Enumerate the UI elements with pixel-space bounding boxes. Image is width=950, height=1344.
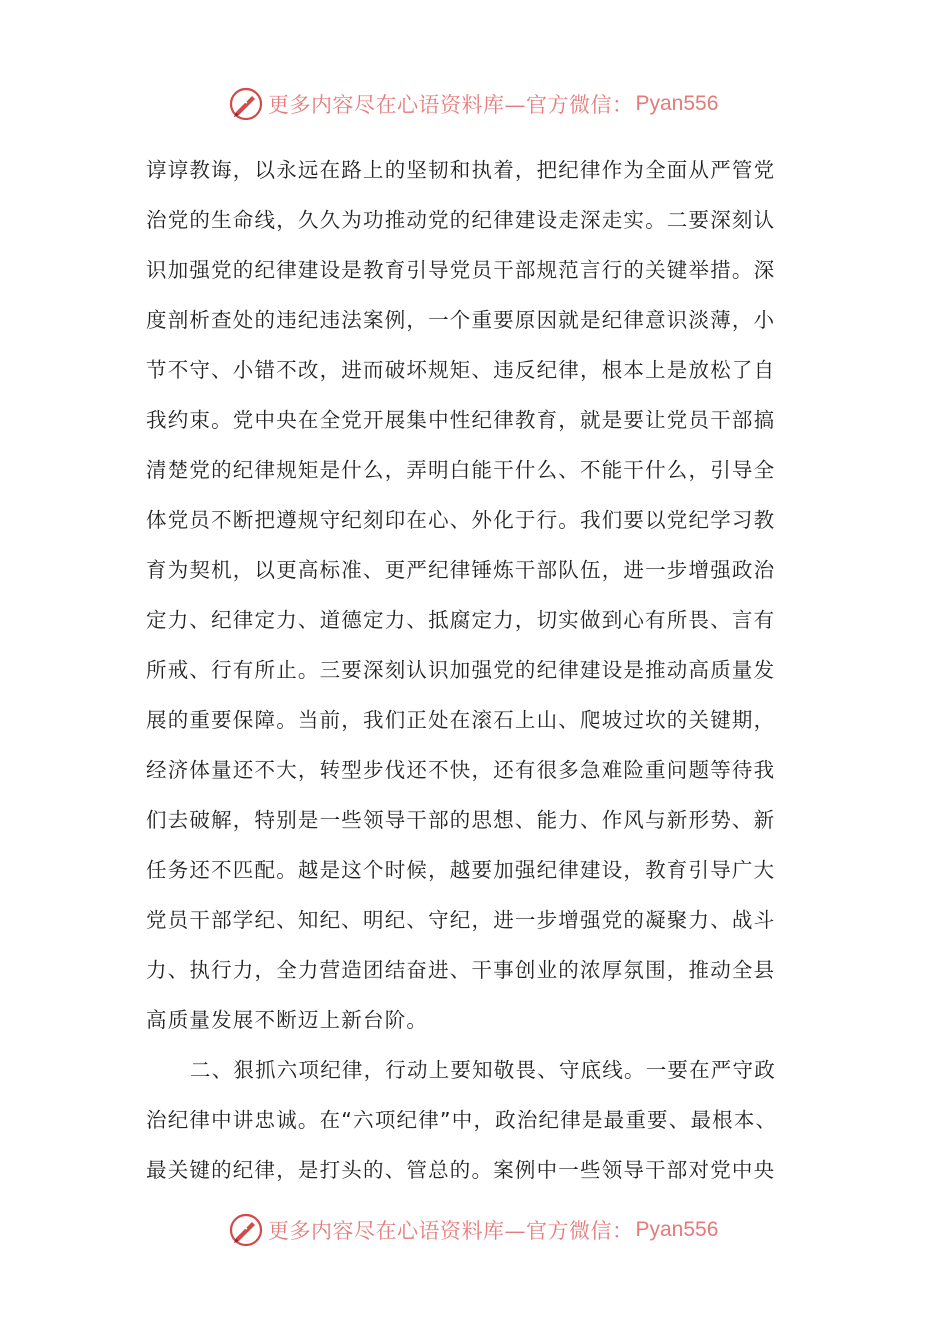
text-line: 经济体量还不大，转型步伐还不快，还有很多急难险重问题等待我 <box>146 758 776 782</box>
text-line: 育为契机，以更高标准、更严纪律锤炼干部队伍，进一步增强政治 <box>146 558 776 582</box>
header-banner <box>228 84 718 124</box>
body-text <box>146 145 810 1195</box>
text-line: 力、执行力，全力营造团结奋进、干事创业的浓厚氛围，推动全县 <box>146 958 776 982</box>
text-line: 清楚党的纪律规矩是什么，弄明白能干什么、不能干什么，引导全 <box>146 458 776 482</box>
text-line: 治纪律中讲忠诚。在“六项纪律”中，政治纪律是最重要、最根本、 <box>146 1108 778 1132</box>
text-line: 高质量发展不断迈上新台阶。 <box>146 1008 429 1032</box>
text-line: 体党员不断把遵规守纪刻印在心、外化于行。我们要以党纪学习教 <box>146 508 776 532</box>
section-heading-line: 二、狠抓六项纪律，行动上要知敬畏、守底线。一要在严守政 <box>190 1058 776 1082</box>
pen-logo-icon <box>228 1212 264 1248</box>
footer-banner-text: 更多内容尽在心语资料库—官方微信： <box>268 1219 634 1243</box>
text-line: 我约束。党中央在全党开展集中性纪律教育，就是要让党员干部搞 <box>146 408 776 432</box>
footer-banner-handle: Pyan556 <box>635 1218 719 1241</box>
text-line: 谆谆教诲，以永远在路上的坚韧和执着，把纪律作为全面从严管党 <box>146 158 776 182</box>
text-line: 党员干部学纪、知纪、明纪、守纪，进一步增强党的凝聚力、战斗 <box>146 908 776 932</box>
text-line: 定力、纪律定力、道德定力、抵腐定力，切实做到心有所畏、言有 <box>146 608 776 632</box>
header-banner-text: 更多内容尽在心语资料库—官方微信： <box>268 93 634 117</box>
text-line: 最关键的纪律，是打头的、管总的。案例中一些领导干部对党中央 <box>146 1158 776 1182</box>
text-line: 治党的生命线，久久为功推动党的纪律建设走深走实。二要深刻认 <box>146 208 776 232</box>
text-line: 节不守、小错不改，进而破坏规矩、违反纪律，根本上是放松了自 <box>146 358 776 382</box>
text-line: 度剖析查处的违纪违法案例，一个重要原因就是纪律意识淡薄，小 <box>146 308 776 332</box>
text-line: 任务还不匹配。越是这个时候，越要加强纪律建设，教育引导广大 <box>146 858 776 882</box>
footer-banner <box>228 1210 718 1250</box>
text-line: 识加强党的纪律建设是教育引导党员干部规范言行的关键举措。深 <box>146 258 776 282</box>
text-line: 展的重要保障。当前，我们正处在滚石上山、爬坡过坎的关键期， <box>146 708 776 732</box>
header-banner-handle: Pyan556 <box>635 92 719 115</box>
text-line: 们去破解，特别是一些领导干部的思想、能力、作风与新形势、新 <box>146 808 776 832</box>
text-line: 所戒、行有所止。三要深刻认识加强党的纪律建设是推动高质量发 <box>146 658 776 682</box>
pen-logo-icon <box>228 86 264 122</box>
